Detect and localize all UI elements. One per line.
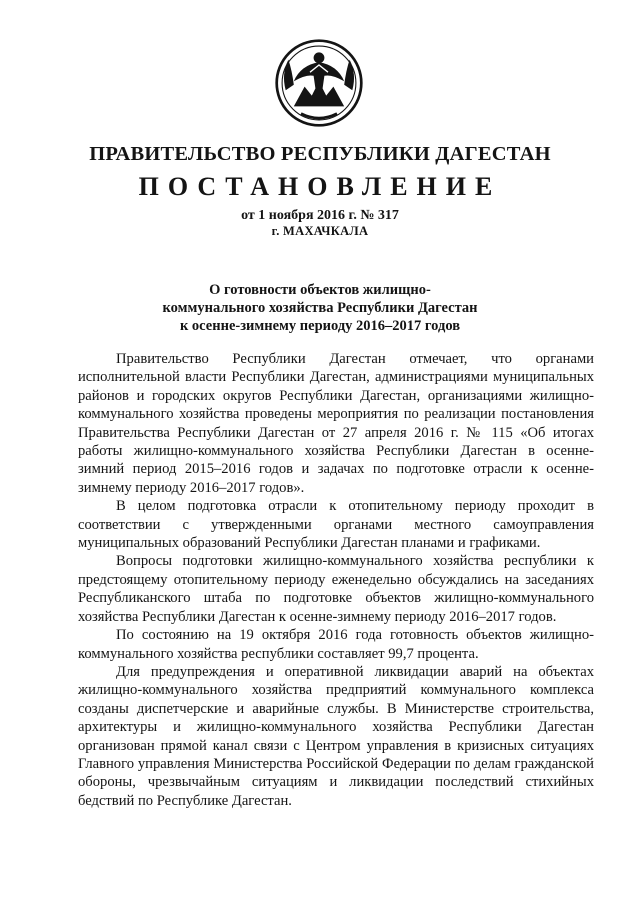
coat-of-arms-emblem [274, 38, 364, 128]
document-title [0, 281, 640, 335]
body-paragraph: Для предупреждения и оперативной ликвидации аварий на объектах жилищно-коммунального хозяйства предприятий коммунального комплекса созданы диспетчерские и аварийные службы. В Министерстве строительства, архитектуры и жилищно-коммунального хозяйства Республики Дагестан организован прямой канал связи с Центром управления в кризисных ситуациях Главного управления Министерства Российской Федерации по делам гражданской обороны, чрезвычайным ситуациям и ликвидации последствий стихийных бедствий по Республике Дагестан. [78, 663, 594, 809]
title-line: О готовности объектов жилищно- [209, 282, 431, 298]
title-line: коммунального хозяйства Республики Дагестан [162, 300, 478, 316]
document-city: г. МАХАЧКАЛА [271, 224, 369, 238]
document-type: ПОСТАНОВЛЕНИЕ [138, 172, 502, 201]
issuing-authority: ПРАВИТЕЛЬСТВО РЕСПУБЛИКИ ДАГЕСТАН [89, 143, 551, 165]
title-line: к осенне-зимнему периоду 2016–2017 годов [179, 318, 461, 334]
body-paragraph: Вопросы подготовки жилищно-коммунального хозяйства республики к предстоящему отопительному периоду еженедельно обсуждались на заседаниях Республиканского штаба по подготовке объектов жилищно-коммунального хозяйства Республики Дагестан к осенне-зимнему периоду 2016–2017 годов. [78, 553, 594, 625]
document-body [78, 350, 594, 810]
body-paragraph: Правительство Республики Дагестан отмечает, что органами исполнительной власти Республики Дагестан, администрациями муниципальных районов и городских округов Республики Дагестан, организациями жилищно-коммунального хозяйства проведены мероприятия по реализации постановления Правительства Республики Дагестан от 27 апреля 2016 г. № 115 «Об итогах работы жилищно-коммунального хозяйства Республики Дагестан в осенне-зимний период 2015–2016 годов и задачах по подготовке отрасли к осенне-зимнему периоду 2016–2017 годов». [78, 351, 594, 496]
body-paragraph: В целом подготовка отрасли к отопительному периоду проходит в соответствии с утвержденными органами местного самоуправления муниципальных образований Республики Дагестан планами и графиками. [78, 498, 594, 552]
document-date-number: от 1 ноября 2016 г. № 317 [241, 208, 399, 223]
body-paragraph: По состоянию на 19 октября 2016 года готовность объектов жилищно-коммунального хозяйства республики составляет 99,7 процента. [78, 627, 594, 662]
